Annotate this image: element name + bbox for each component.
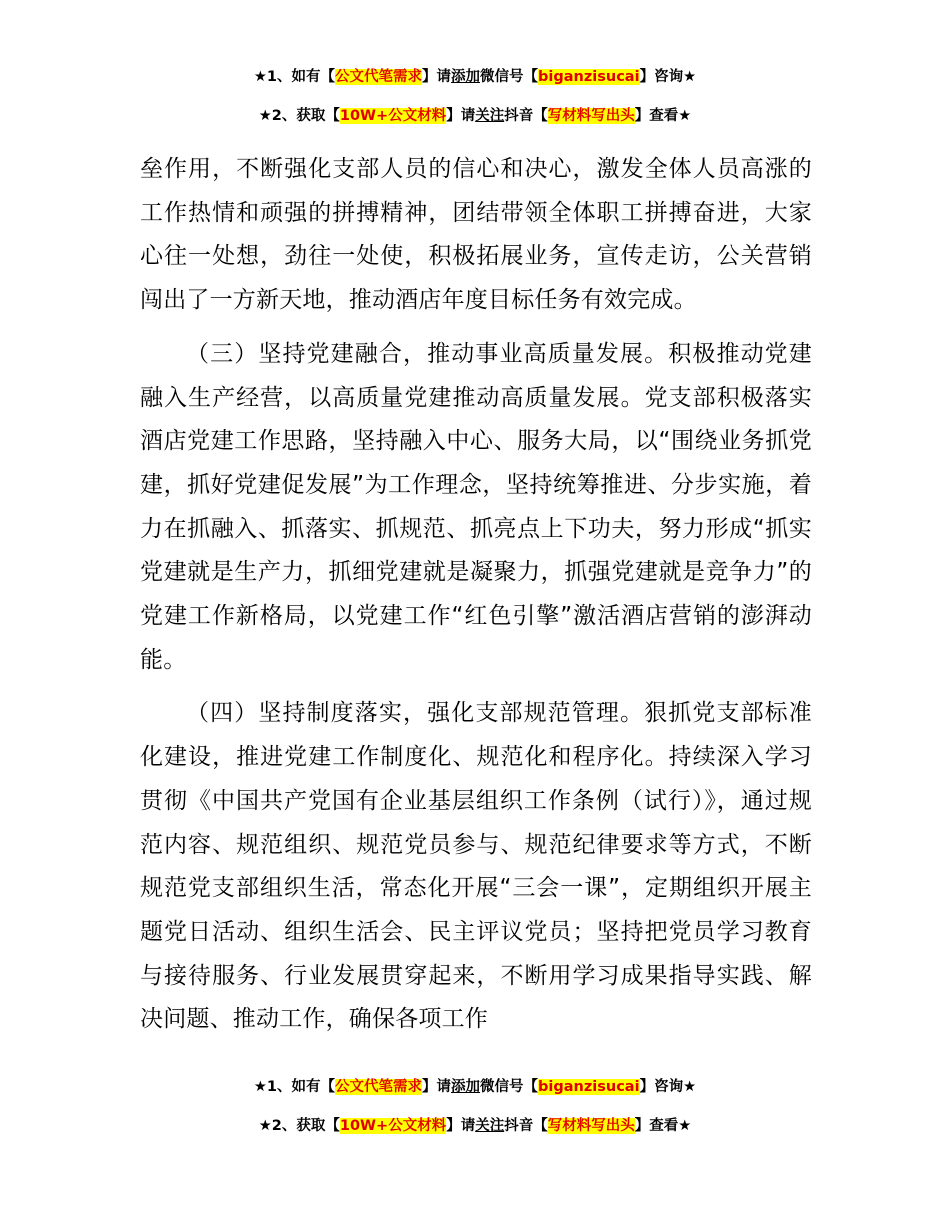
promo-highlight: biganzisucai: [538, 69, 640, 85]
promo-text: 】咨询★: [639, 1079, 697, 1095]
promo-text: ★1、如有【: [253, 69, 336, 85]
promo-highlight: 写材料写出头: [547, 108, 635, 124]
promo-text: 】请: [422, 69, 452, 85]
promo-text: ★2、获取【: [258, 108, 340, 124]
promo-text: 微信号【: [480, 69, 539, 85]
body-paragraph: （三）坚持党建融合，推动事业高质量发展。积极推动党建融入生产经营，以高质量党建推动高质量发展。党支部积极落实酒店党建工作思路，坚持融入中心、服务大局，以“围绕业务抓党建，抓好党建促发展”为工作理念，坚持统筹推进、分步实施，着力在抓融入、抓落实、抓规范、抓亮点上下功夫，努力形成“抓实党建就是生产力，抓细党建就是凝聚力，抓强党建就是竞争力”的党建工作新格局，以党建工作“红色引擎”激活酒店营销的澎湃动能。: [140, 340, 812, 673]
promo-underlined: 关注: [475, 108, 505, 124]
promo-highlight: biganzisucai: [538, 1079, 640, 1095]
promo-text: 抖音【: [504, 108, 548, 124]
header-promo-line-2: [0, 105, 950, 127]
document-body: [140, 148, 812, 1042]
promo-text: 】请: [446, 1118, 476, 1134]
promo-text: ★1、如有【: [253, 1079, 336, 1095]
promo-text: 】请: [446, 108, 476, 124]
promo-text: 】咨询★: [639, 69, 697, 85]
promo-highlight: 公文代笔需求: [335, 69, 423, 85]
body-paragraph: （四）坚持制度落实，强化支部规范管理。狠抓党支部标准化建设，推进党建工作制度化、规范化和程序化。持续深入学习贯彻《中国共产党国有企业基层组织工作条例（试行）》，通过规范内容、规范组织、规范党员参与、规范纪律要求等方式，不断规范党支部组织生活，常态化开展“三会一课”，定期组织开展主题党日活动、组织生活会、民主评议党员；坚持把党员学习教育与接待服务、行业发展贯穿起来，不断用学习成果指导实践、解决问题、推动工作，确保各项工作: [140, 700, 812, 1033]
promo-text: 】查看★: [634, 108, 692, 124]
promo-highlight: 10W+公文材料: [339, 1118, 447, 1134]
promo-underlined: 添加: [451, 1079, 481, 1095]
footer-promo-line-1: [0, 1076, 950, 1098]
promo-text: 抖音【: [504, 1118, 548, 1134]
footer-promo-line-2: [0, 1115, 950, 1137]
promo-text: ★2、获取【: [258, 1118, 340, 1134]
promo-highlight: 写材料写出头: [547, 1118, 635, 1134]
promo-underlined: 关注: [475, 1118, 505, 1134]
promo-text: 】请: [422, 1079, 452, 1095]
header-promo-line-1: [0, 66, 950, 88]
promo-text: 微信号【: [480, 1079, 539, 1095]
promo-highlight: 10W+公文材料: [339, 108, 447, 124]
promo-underlined: 添加: [451, 69, 481, 85]
promo-text: 】查看★: [634, 1118, 692, 1134]
body-paragraph: 垒作用，不断强化支部人员的信心和决心，激发全体人员高涨的工作热情和顽强的拼搏精神，团结带领全体职工拼搏奋进，大家心往一处想，劲往一处使，积极拓展业务，宣传走访，公关营销闯出了一方新天地，推动酒店年度目标任务有效完成。: [140, 156, 812, 314]
promo-highlight: 公文代笔需求: [335, 1079, 423, 1095]
